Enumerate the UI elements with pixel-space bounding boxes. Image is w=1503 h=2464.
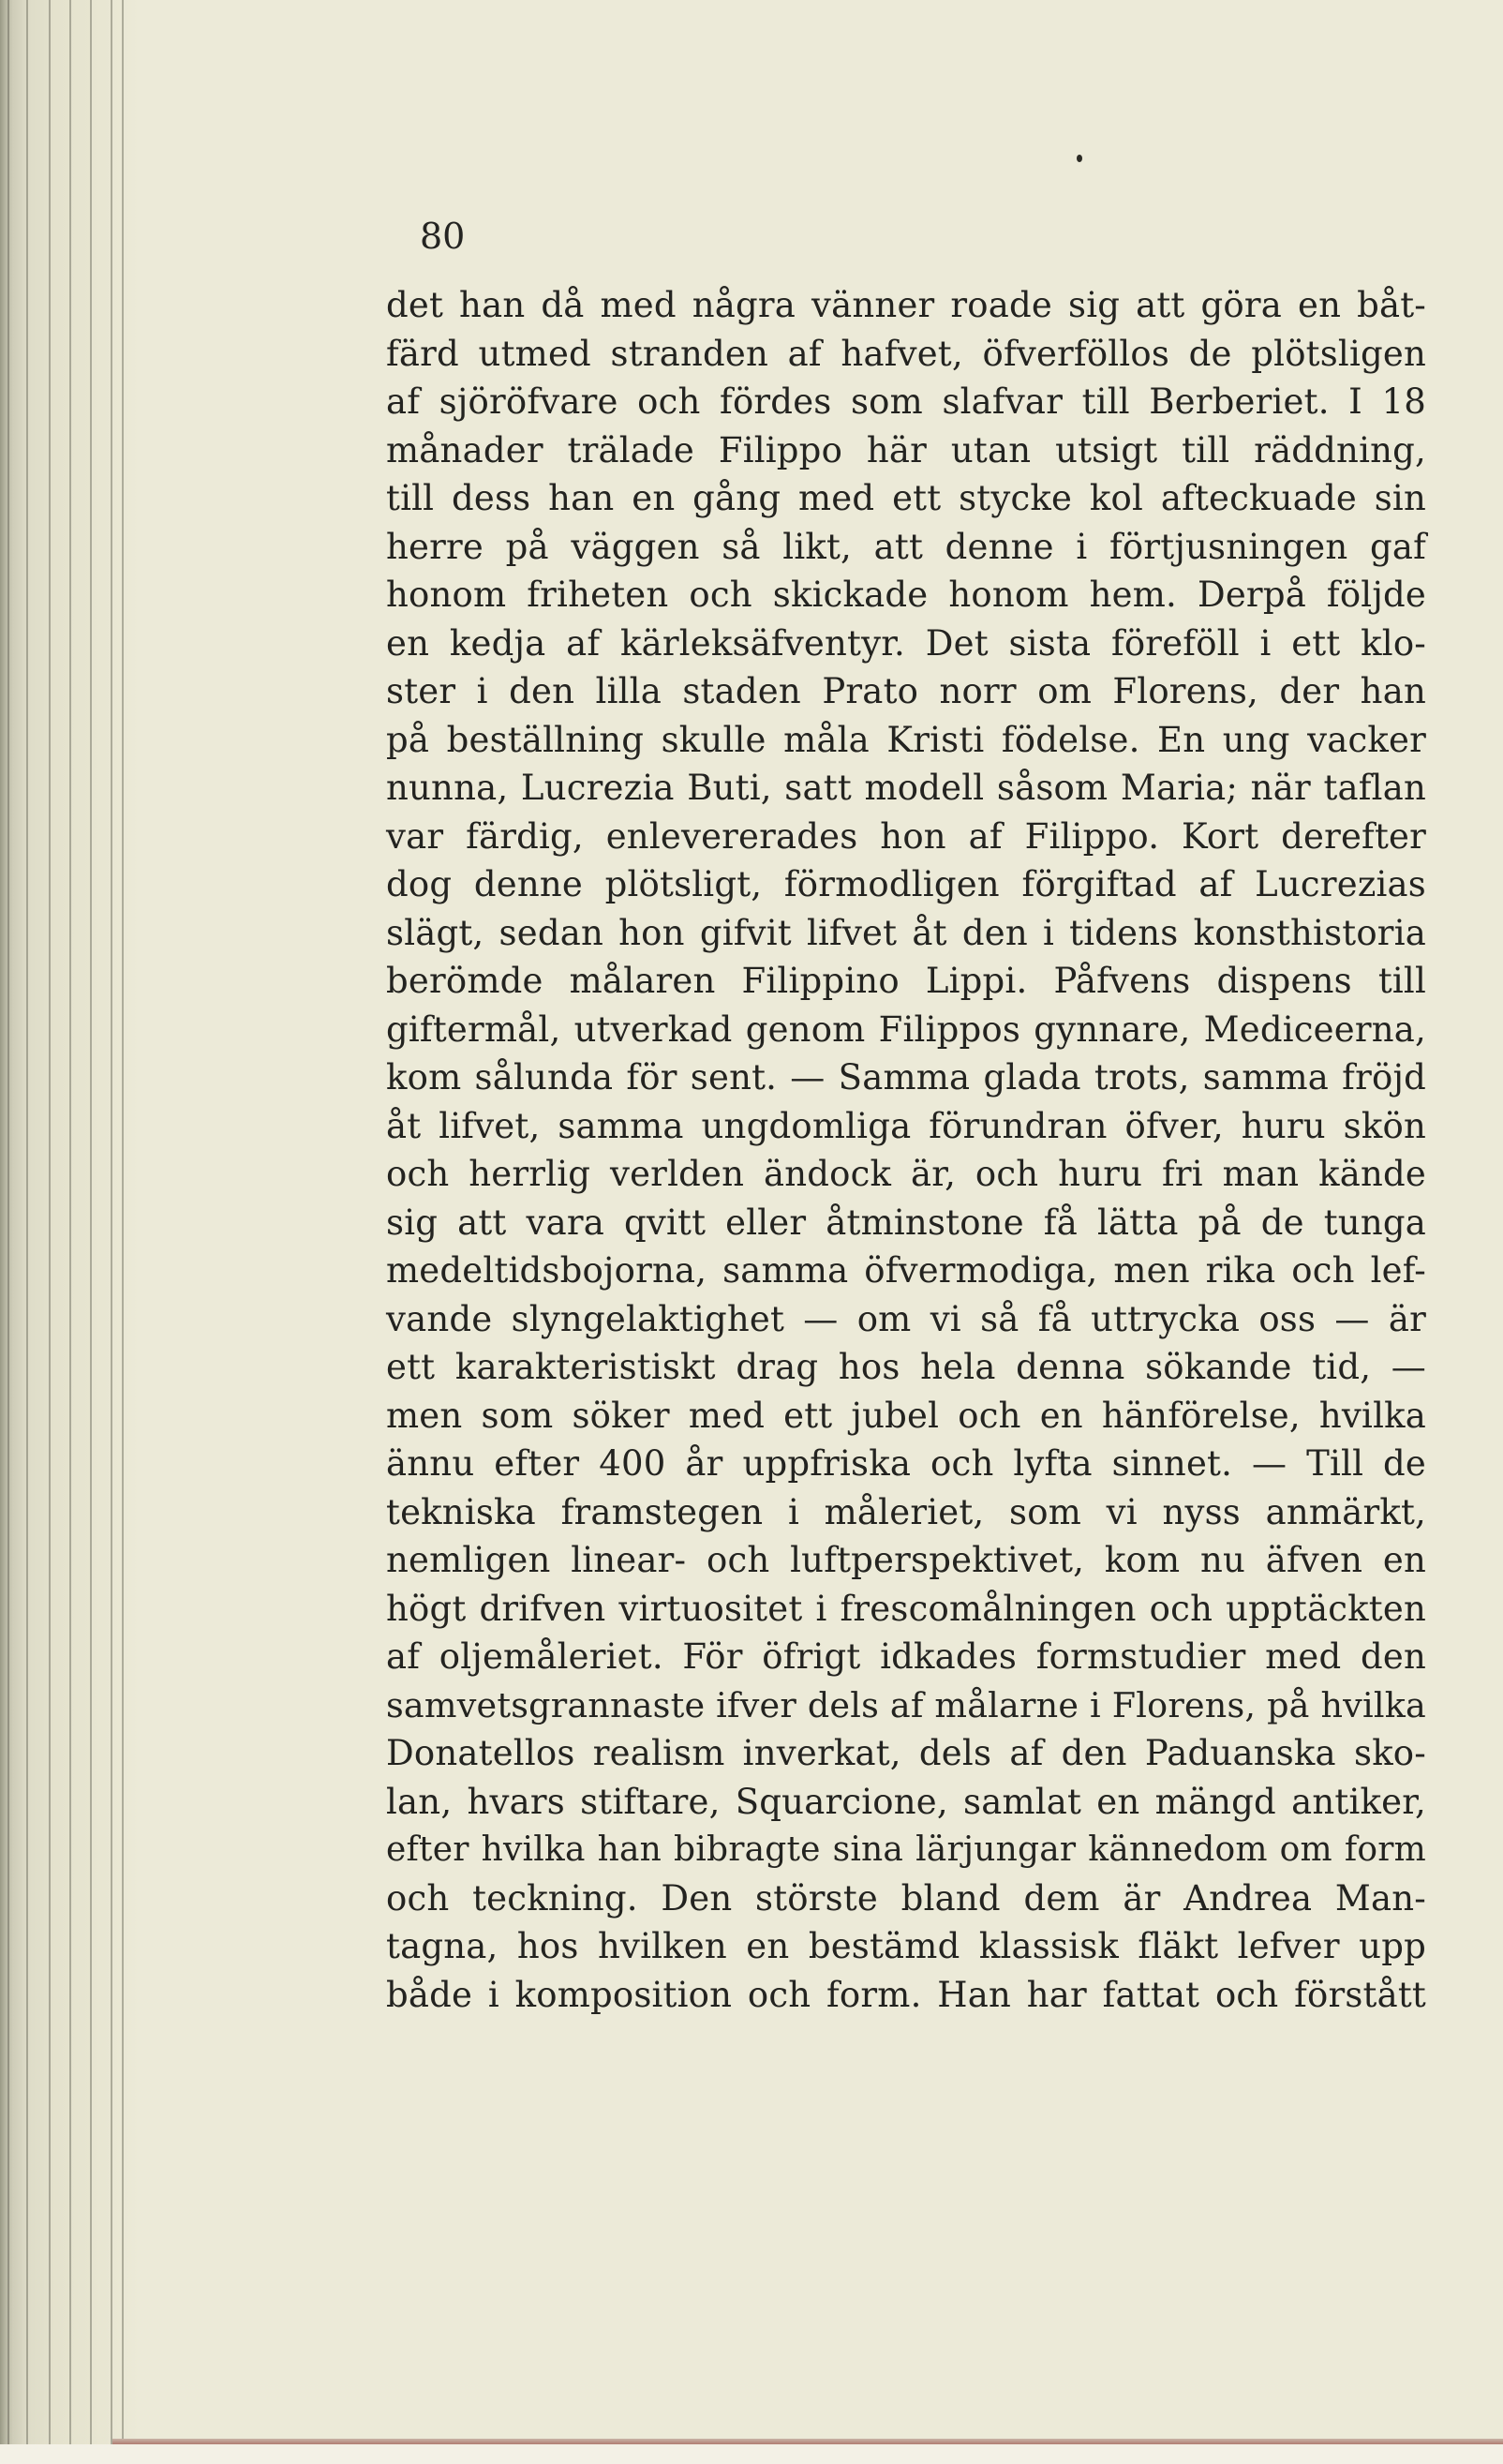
- text-line: efter hvilka han bibragte sina lärjungar kännedom om form: [386, 1830, 1426, 1869]
- text-line: honom friheten och skickade honom hem. Derpå följde: [386, 575, 1426, 615]
- text-line: nunna, Lucrezia Buti, satt modell såsom Maria; när taflan: [386, 768, 1426, 808]
- page-edge-line: [122, 0, 124, 2464]
- text-line: till dess han en gång med ett stycke kol afteckuade sin: [386, 478, 1426, 518]
- text-line: och herrlig verlden ändock är, och huru fri man kände: [386, 1154, 1426, 1194]
- text-line: sig att vara qvitt eller åtminstone få lätta på de tunga: [386, 1202, 1426, 1243]
- text-line: men som söker med ett jubel och en hänförelse, hvilka: [386, 1395, 1426, 1436]
- text-line: en kedja af kärleksäfventyr. Det sista föreföll i ett klo-: [386, 622, 1426, 664]
- text-line: kom sålunda för sent. — Samma glada trots, samma fröjd: [386, 1057, 1426, 1098]
- text-line: af sjöröfvare och fördes som slafvar till Berberiet. I 18: [386, 381, 1426, 422]
- text-line: och teckning. Den störste bland dem är Andrea Man-: [386, 1877, 1426, 1919]
- ink-speck: [1077, 155, 1082, 162]
- text-line: ännu efter 400 år uppfriska och lyfta sinnet. — Till de: [386, 1443, 1426, 1484]
- text-line: dog denne plötsligt, förmodligen förgiftad af Lucrezias: [386, 864, 1426, 904]
- page-edge-line: [49, 0, 51, 2464]
- text-line: medeltidsbojorna, samma öfvermodiga, men rika och lef-: [386, 1250, 1426, 1291]
- text-line: nemligen linear- och luftperspektivet, kom nu äfven en: [386, 1540, 1426, 1580]
- book-binding-edge: [0, 0, 141, 2464]
- body-text: [386, 281, 1426, 2019]
- text-line: herre på väggen så likt, att denne i förtjusningen gaf: [386, 526, 1426, 567]
- text-line: det han då med några vänner roade sig att göra en båt-: [386, 285, 1426, 325]
- text-line: tagna, hos hvilken en bestämd klassisk fläkt lefver upp: [386, 1926, 1426, 1966]
- text-line: lan, hvars stiftare, Squarcione, samlat en mängd antiker,: [386, 1781, 1426, 1822]
- page-edge-line: [26, 0, 28, 2464]
- text-line: högt drifven virtuositet i frescomålningen och upptäckten: [386, 1588, 1426, 1629]
- text-line: färd utmed stranden af hafvet, öfverföllos de plötsligen: [386, 333, 1426, 374]
- text-line: på beställning skulle måla Kristi födelse. En ung vacker: [386, 719, 1426, 760]
- scan-margin: [0, 2444, 1503, 2464]
- page-edge-line: [90, 0, 92, 2464]
- text-line: ster i den lilla staden Prato norr om Florens, der han: [386, 671, 1426, 711]
- text-line: ett karakteristiskt drag hos hela denna sökande tid, —: [386, 1347, 1426, 1387]
- page-number: 80: [420, 216, 466, 257]
- page-edge-line: [7, 0, 9, 2464]
- text-line: åt lifvet, samma ungdomliga förundran öfver, huru skön: [386, 1105, 1426, 1146]
- text-line: af oljemåleriet. För öfrigt idkades formstudier med den: [386, 1636, 1426, 1677]
- text-line: berömde målaren Filippino Lippi. Påfvens dispens till: [386, 961, 1426, 1001]
- text-line: både i komposition och form. Han har fattat och förstått: [386, 1974, 1426, 2015]
- text-line: tekniska framstegen i måleriet, som vi nyss anmärkt,: [386, 1491, 1426, 1532]
- text-line: giftermål, utverkad genom Filippos gynnare, Mediceerna,: [386, 1008, 1426, 1050]
- text-line: Donatellos realism inverkat, dels af den Paduanska sko-: [386, 1733, 1426, 1773]
- page-edge-line: [69, 0, 71, 2464]
- text-line: vande slyngelaktighet — om vi så få uttrycka oss — är: [386, 1298, 1426, 1339]
- page-edge-line: [111, 0, 112, 2464]
- text-line: var färdig, enlevererades hon af Filippo. Kort derefter: [386, 815, 1426, 857]
- text-line: månader trälade Filippo här utan utsigt till räddning,: [386, 429, 1426, 470]
- text-line: slägt, sedan hon gifvit lifvet åt den i tidens konsthistoria: [386, 912, 1426, 953]
- text-line: samvetsgrannaste ifver dels af målarne i Florens, på hvilka: [386, 1684, 1426, 1725]
